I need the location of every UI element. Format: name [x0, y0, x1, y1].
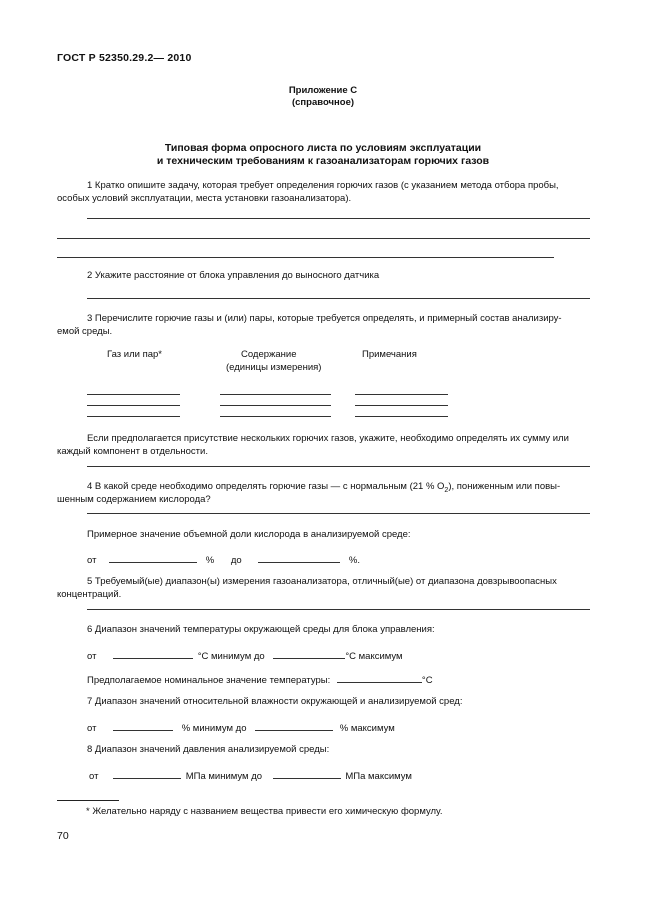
temp-max-field[interactable]: [273, 648, 345, 659]
gas-line[interactable]: [87, 394, 180, 395]
answer-line[interactable]: [57, 238, 590, 239]
gas-line[interactable]: [87, 416, 180, 417]
pressure-max-field[interactable]: [273, 768, 341, 779]
column-header-gas: Газ или пар*: [107, 349, 162, 360]
humidity-min-field[interactable]: [113, 720, 173, 731]
answer-line[interactable]: [87, 609, 590, 610]
document-code: ГОСТ Р 52350.29.2— 2010: [57, 52, 192, 64]
q3-note-line1: Если предполагается присутствие нескольких горючих газов, укажите, необходимо определять их сумму или: [87, 433, 569, 444]
gas-line[interactable]: [87, 405, 180, 406]
temp-min-field[interactable]: [113, 648, 193, 659]
q1-text-line2: особых условий эксплуатации, места установки газоанализатора).: [57, 193, 352, 204]
page-number: 70: [57, 830, 69, 842]
footnote: * Желательно наряду с названием вещества привести его химическую формулу.: [86, 806, 443, 817]
notes-line[interactable]: [355, 394, 448, 395]
nominal-temp-field[interactable]: [337, 672, 422, 683]
q8-range-row: от МПа минимум до МПа максимум: [89, 768, 412, 782]
form-title-line1: Типовая форма опросного листа по условиям эксплуатации: [164, 142, 482, 154]
q3-text-line2: емой среды.: [57, 326, 113, 337]
form-title-line2: и техническим требованиям к газоанализаторам горючих газов: [156, 155, 490, 167]
q1-text-line1: 1 Кратко опишите задачу, которая требует определения горючих газов (с указанием метода отбора пробы,: [87, 180, 559, 191]
nominal-temp-row: Предполагаемое номинальное значение температуры: °С: [87, 672, 433, 686]
q3-text-line1: 3 Перечислите горючие газы и (или) пары, которые требуется определять, и примерный состав анализиру-: [87, 313, 562, 324]
content-line[interactable]: [220, 394, 331, 395]
q4-text-line1: 4 В какой среде необходимо определять горючие газы — с нормальным (21 % $O_2$), пониженным или повы-: [87, 481, 561, 494]
q6-text: 6 Диапазон значений температуры окружающей среды для блока управления:: [87, 624, 435, 635]
footnote-separator: [57, 800, 119, 801]
q8-text: 8 Диапазон значений давления анализируемой среды:: [87, 744, 330, 755]
pressure-min-field[interactable]: [113, 768, 181, 779]
q5-text-line1: 5 Требуемый(ые) диапазон(ы) измерения газоанализатора, отличный(ые) от диапазона довзрывоопасных: [87, 576, 557, 587]
answer-line[interactable]: [87, 298, 590, 299]
oxygen-from-field[interactable]: [109, 552, 197, 563]
appendix-title: Приложение С: [288, 85, 358, 96]
column-header-notes: Примечания: [362, 349, 417, 360]
answer-line[interactable]: [87, 466, 590, 467]
notes-line[interactable]: [355, 405, 448, 406]
q2-text: 2 Укажите расстояние от блока управления до выносного датчика: [87, 270, 380, 281]
oxygen-range-row: от % до %.: [87, 552, 360, 566]
column-header-content: Содержание: [241, 349, 297, 360]
answer-line[interactable]: [57, 257, 554, 258]
q6-range-row: от °С минимум до °С максимум: [87, 648, 403, 662]
q4-text-line2: шенным содержанием кислорода?: [57, 494, 211, 505]
answer-line[interactable]: [87, 513, 590, 514]
q3-note-line2: каждый компонент в отдельности.: [57, 446, 208, 457]
column-header-units: (единицы измерения): [226, 362, 322, 373]
q7-text: 7 Диапазон значений относительной влажности окружающей и анализируемой сред:: [87, 696, 463, 707]
notes-line[interactable]: [355, 416, 448, 417]
oxygen-to-field[interactable]: [258, 552, 340, 563]
humidity-max-field[interactable]: [255, 720, 333, 731]
q5-text-line2: концентраций.: [57, 589, 122, 600]
oxygen-text: Примерное значение объемной доли кислорода в анализируемой среде:: [87, 529, 411, 540]
appendix-subtitle: (справочное): [291, 97, 355, 108]
q7-range-row: от % минимум до % максимум: [87, 720, 395, 734]
content-line[interactable]: [220, 405, 331, 406]
content-line[interactable]: [220, 416, 331, 417]
answer-line[interactable]: [87, 218, 590, 219]
